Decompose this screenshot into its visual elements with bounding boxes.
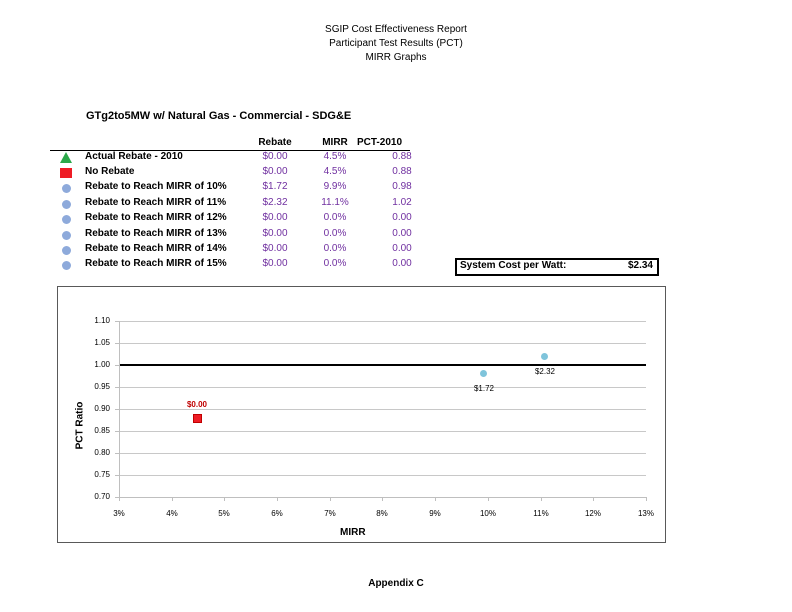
- gridline: [119, 431, 646, 432]
- blue-circle-icon: [62, 261, 71, 270]
- row-pct: 0.00: [392, 228, 412, 239]
- row-pct: 1.02: [392, 197, 412, 208]
- x-tick-mark: [593, 497, 594, 501]
- row-label: No Rebate: [85, 166, 135, 177]
- report-title-line-3: MIRR Graphs: [365, 52, 427, 63]
- row-mirr: 0.0%: [323, 258, 347, 269]
- table-row: [55, 243, 415, 258]
- table-row: [55, 166, 415, 181]
- x-tick-mark: [224, 497, 225, 501]
- y-axis-title: PCT Ratio: [74, 401, 86, 450]
- x-tick-mark: [541, 497, 542, 501]
- x-tick-label: 4%: [166, 509, 178, 518]
- x-tick-label: 6%: [271, 509, 283, 518]
- y-tick-label: 0.80: [94, 448, 110, 457]
- data-label-no-rebate: $0.00: [186, 400, 208, 409]
- row-label: Rebate to Reach MIRR of 12%: [85, 212, 227, 223]
- row-rebate: $0.00: [262, 166, 288, 177]
- report-subtitle: GTg2to5MW w/ Natural Gas - Commercial - SDG&E: [86, 110, 352, 122]
- x-tick-label: 5%: [218, 509, 230, 518]
- row-pct: 0.98: [392, 181, 412, 192]
- data-point-mirr-11: [541, 353, 548, 360]
- red-square-icon: [60, 168, 72, 178]
- gridline: [119, 343, 646, 344]
- blue-circle-icon: [62, 246, 71, 255]
- x-tick-label: 8%: [376, 509, 388, 518]
- row-rebate: $0.00: [262, 228, 288, 239]
- x-tick-label: 12%: [584, 509, 601, 518]
- data-point-no-rebate: [193, 414, 202, 423]
- row-rebate: $0.00: [262, 212, 288, 223]
- row-label: Rebate to Reach MIRR of 15%: [85, 258, 227, 269]
- chart-frame: [57, 286, 666, 543]
- data-label-mirr-10: $1.72: [473, 384, 495, 393]
- y-tick-label: 0.75: [94, 470, 110, 479]
- x-tick-label: 13%: [637, 509, 654, 518]
- data-point-mirr-10: [480, 370, 487, 377]
- x-tick-mark: [646, 497, 647, 501]
- y-tick-mark: [115, 343, 119, 344]
- x-tick-label: 10%: [479, 509, 496, 518]
- row-mirr: 9.9%: [323, 181, 347, 192]
- row-label: Rebate to Reach MIRR of 10%: [85, 181, 227, 192]
- blue-circle-icon: [62, 200, 71, 209]
- gridline: [119, 387, 646, 388]
- y-tick-label: 0.70: [94, 492, 110, 501]
- blue-circle-icon: [62, 215, 71, 224]
- row-mirr: 0.0%: [323, 212, 347, 223]
- row-pct: 0.00: [392, 212, 412, 223]
- row-pct: 0.88: [392, 151, 412, 162]
- col-header-rebate: Rebate: [258, 137, 292, 148]
- gridline: [119, 475, 646, 476]
- row-rebate: $1.72: [262, 181, 288, 192]
- page-footer: Appendix C: [368, 578, 424, 589]
- table-row: [55, 181, 415, 196]
- x-tick-label: 3%: [113, 509, 125, 518]
- y-tick-label: 0.95: [94, 382, 110, 391]
- row-mirr: 4.5%: [323, 166, 347, 177]
- green-triangle-icon: [60, 152, 72, 163]
- table-row: [55, 228, 415, 243]
- system-cost-box: [455, 258, 659, 276]
- row-mirr: 0.0%: [323, 228, 347, 239]
- row-rebate: $0.00: [262, 243, 288, 254]
- system-cost-value: $2.34: [627, 260, 653, 271]
- y-tick-label: 1.05: [94, 338, 110, 347]
- y-tick-mark: [115, 431, 119, 432]
- col-header-pct: PCT-2010: [356, 137, 403, 148]
- system-cost-label: System Cost per Watt:: [460, 260, 567, 271]
- row-label: Rebate to Reach MIRR of 11%: [85, 197, 227, 208]
- x-tick-label: 9%: [429, 509, 441, 518]
- row-pct: 0.88: [392, 166, 412, 177]
- y-tick-mark: [115, 475, 119, 476]
- row-label: Rebate to Reach MIRR of 13%: [85, 228, 227, 239]
- y-tick-label: 0.90: [94, 404, 110, 413]
- row-mirr: 11.1%: [321, 197, 349, 208]
- x-tick-label: 7%: [324, 509, 336, 518]
- y-tick-mark: [115, 321, 119, 322]
- row-pct: 0.00: [392, 258, 412, 269]
- y-tick-label: 0.85: [94, 426, 110, 435]
- x-tick-mark: [172, 497, 173, 501]
- reference-line-1.00: [119, 364, 646, 366]
- blue-circle-icon: [62, 231, 71, 240]
- y-tick-mark: [115, 365, 119, 366]
- gridline: [119, 453, 646, 454]
- table-row: [55, 212, 415, 227]
- x-tick-mark: [435, 497, 436, 501]
- col-header-mirr: MIRR: [322, 137, 348, 148]
- row-rebate: $2.32: [262, 197, 288, 208]
- y-tick-mark: [115, 453, 119, 454]
- y-tick-mark: [115, 387, 119, 388]
- row-mirr: 4.5%: [323, 151, 347, 162]
- blue-circle-icon: [62, 184, 71, 193]
- table-row: [55, 258, 415, 273]
- y-tick-mark: [115, 409, 119, 410]
- y-tick-label: 1.00: [94, 360, 110, 369]
- row-rebate: $0.00: [262, 258, 288, 269]
- x-tick-mark: [488, 497, 489, 501]
- table-row: [55, 151, 415, 166]
- y-tick-label: 1.10: [94, 316, 110, 325]
- gridline: [119, 321, 646, 322]
- y-axis: [119, 321, 120, 497]
- x-tick-mark: [119, 497, 120, 501]
- report-title-line-1: SGIP Cost Effectiveness Report: [325, 24, 467, 35]
- table-row: [55, 197, 415, 212]
- data-label-mirr-11: $2.32: [534, 367, 556, 376]
- x-tick-label: 11%: [533, 509, 549, 518]
- x-tick-mark: [382, 497, 383, 501]
- report-title-line-2: Participant Test Results (PCT): [329, 38, 463, 49]
- x-tick-mark: [330, 497, 331, 501]
- x-tick-mark: [277, 497, 278, 501]
- row-pct: 0.00: [392, 243, 412, 254]
- gridline: [119, 409, 646, 410]
- row-label: Actual Rebate - 2010: [85, 151, 183, 162]
- x-axis-title: MIRR: [340, 527, 366, 538]
- row-label: Rebate to Reach MIRR of 14%: [85, 243, 227, 254]
- row-rebate: $0.00: [262, 151, 288, 162]
- row-mirr: 0.0%: [323, 243, 347, 254]
